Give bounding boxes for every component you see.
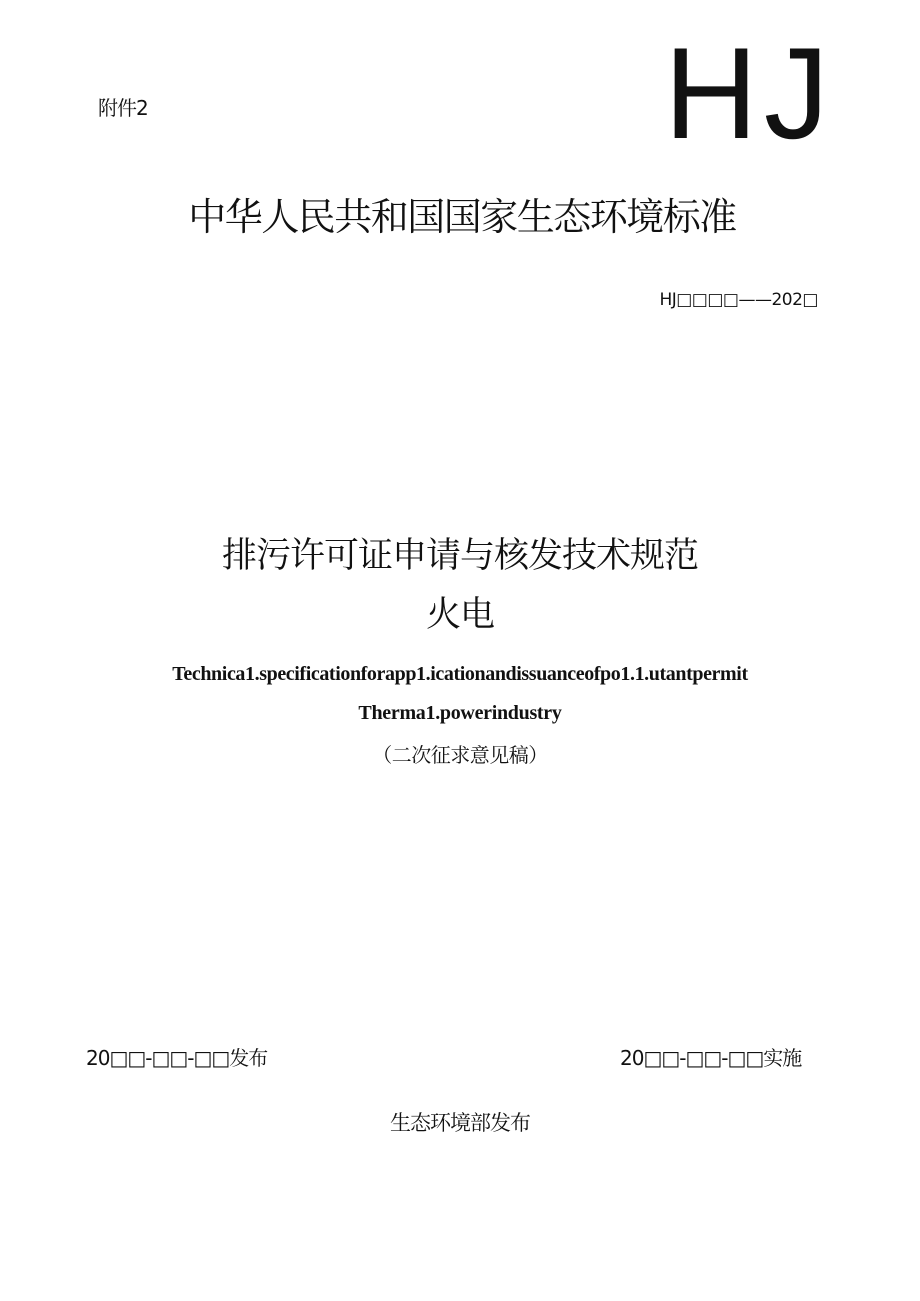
release-date: 20□□-□□-□□发布 <box>86 1046 268 1070</box>
implement-date: 20□□-□□-□□实施 <box>620 1046 802 1070</box>
english-subtitle: Therma1.powerindustry <box>358 702 562 724</box>
english-title: Technica1.specificationforapp1.icationandissuanceofpo1.1.utantpermit <box>172 663 748 685</box>
attachment-label: 附件2 <box>98 96 148 120</box>
hj-logo: HJ <box>664 20 835 166</box>
standard-number: HJ□□□□——202□ <box>659 290 818 310</box>
standard-category: 中华人民共和国国家生态环境标准 <box>188 195 736 239</box>
draft-note: （二次征求意见稿） <box>372 743 548 767</box>
document-subtitle: 火电 <box>425 595 494 635</box>
issuer: 生态环境部发布 <box>390 1111 530 1135</box>
document-title: 排污许可证申请与核发技术规范 <box>221 536 698 576</box>
